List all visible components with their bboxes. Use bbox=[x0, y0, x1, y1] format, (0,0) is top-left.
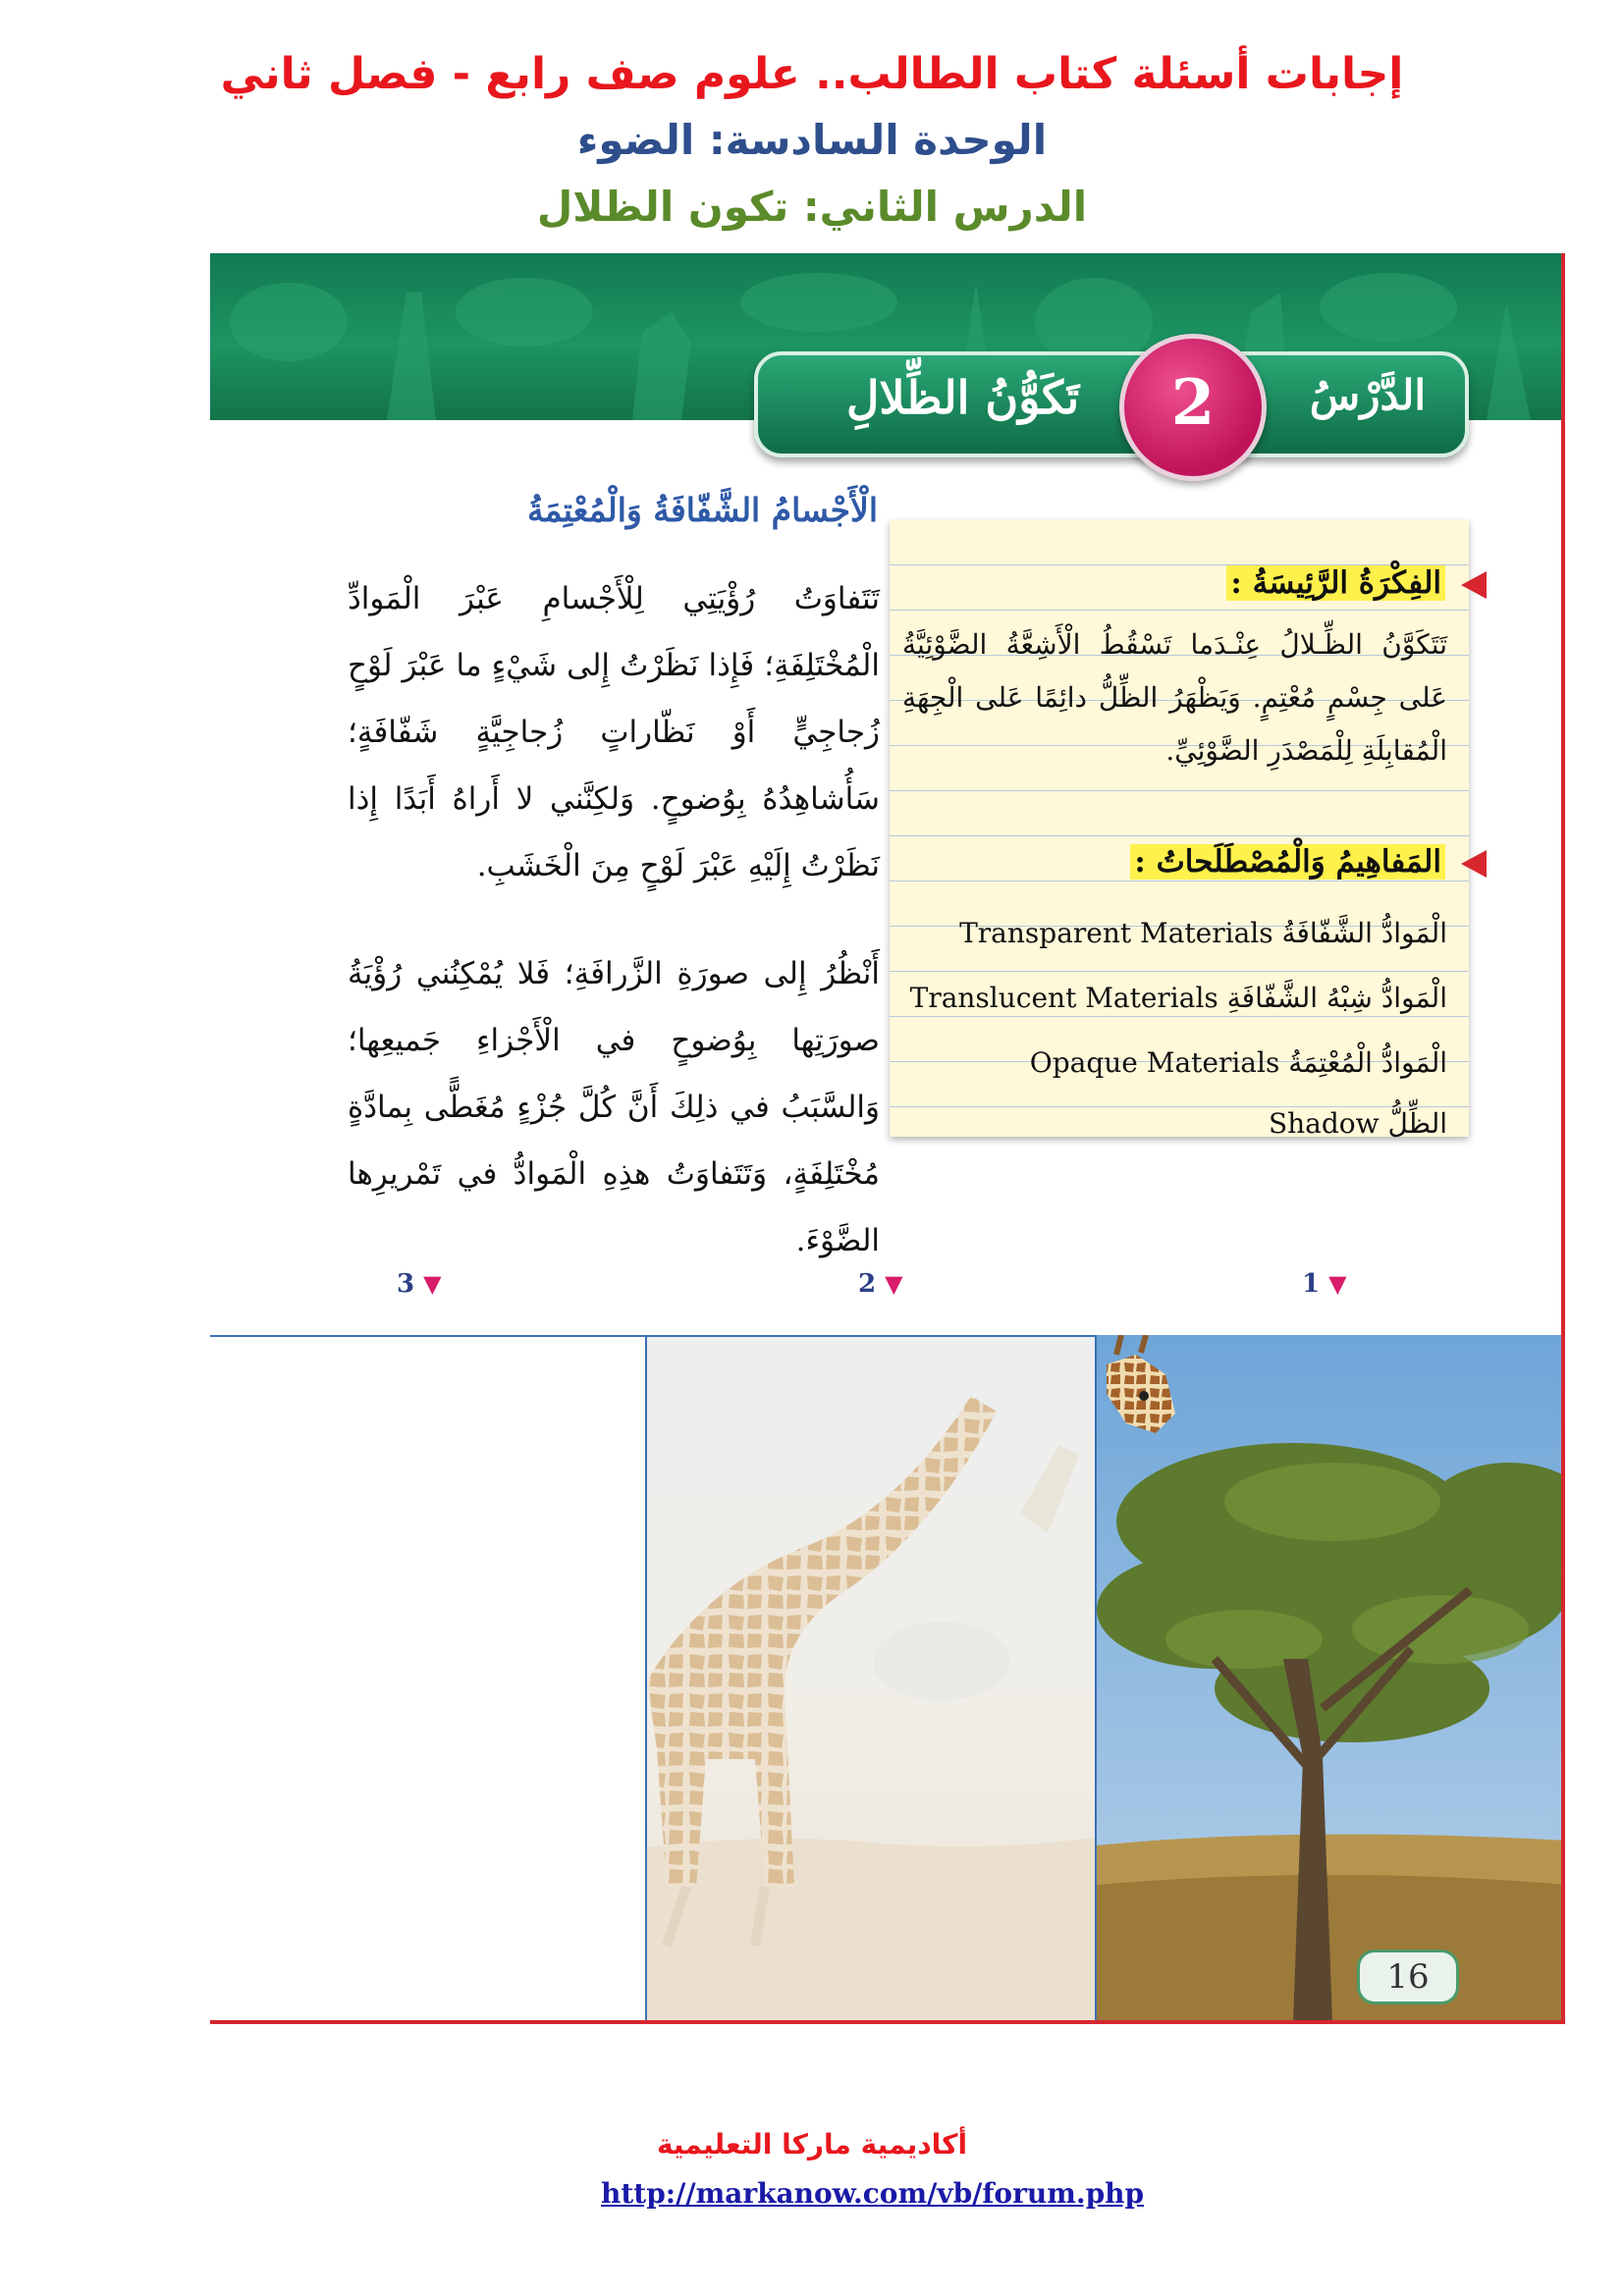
photo-panel-opaque bbox=[210, 1335, 645, 2020]
section-paragraph: تَتَفاوَتُ رُؤْيَتِي لِلْأَجْسامِ عَبْرَ الْمَوادِّ الْمُخْتَلِفَةِ؛ فَإِذا نَظَرْتُ إِلى شَيْءٍ ما عَبْرَ لَوْحٍ زُجاجِيٍّ أَوْ نَظّاراتٍ زُجاجِيَّةٍ شَفّافَةٍ؛ سَأُشاهِدُهُ بِوُضوحٍ. وَلكِنَّني لا أَراهُ أَبَدًا إِذا نَظَرْتُ إِلَيْهِ عَبْرَ لَوْحٍ مِنَ الْخَشَبِ. bbox=[348, 581, 880, 883]
document-title: إجابات أسئلة كتاب الطالب.. علوم صف رابع - فصل ثاني bbox=[220, 49, 1404, 99]
forum-link[interactable]: http://markanow.com/vb/forum.php bbox=[601, 2177, 1145, 2210]
photo-marker-1: 1 ▼ bbox=[1302, 1269, 1347, 1299]
photo-panel-translucent bbox=[645, 1335, 1097, 2020]
lesson-number: 2 bbox=[1170, 366, 1216, 440]
hazy-giraffe-image bbox=[647, 1337, 1097, 2020]
vocab-term: الظِّلُّ Shadow bbox=[1268, 1107, 1447, 1140]
photo-marker-3: 3 ▼ bbox=[397, 1269, 442, 1299]
page-banner bbox=[210, 253, 1561, 424]
section-heading: الْأَجْسامُ الشَّفّافَةُ وَالْمُعْتِمَةُ bbox=[526, 491, 878, 529]
vocab-term: الْمَوادُّ الشَّفّافَةُ Transparent Materials bbox=[959, 917, 1447, 949]
lesson-label: الدَّرْسُ bbox=[1309, 371, 1426, 419]
academy-name: أكاديمية ماركا التعليمية bbox=[656, 2128, 968, 2161]
page-border-right bbox=[1561, 253, 1565, 2024]
lesson-title-tab bbox=[754, 351, 1469, 457]
lesson-heading: تَكَوُّنُ الظِّلالِ bbox=[846, 371, 1080, 424]
triangle-down-icon: ▼ bbox=[885, 1269, 903, 1298]
main-idea-text: تَتَكَوَّنُ الظِّـلالُ عِنْـدَما تَسْقُطُ الْأَشِعَّةُ الضَّوْئِيَّةُ عَلى جِسْمٍ مُعْتِمٍ. وَيَظْهَرُ الظِّلُّ دائِمًا عَلى الْجِهَةِ الْمُقابِلَةِ لِلْمَصْدَرِ الضَّوْئِيِّ. bbox=[902, 628, 1447, 767]
lesson-summary-box bbox=[890, 520, 1469, 1140]
page-number: 16 bbox=[1357, 1949, 1459, 2004]
vocabulary-arrow-icon bbox=[1461, 850, 1487, 878]
lesson-title: الدرس الثاني: تكون الظلال bbox=[536, 183, 1088, 231]
page-border-bottom bbox=[210, 2020, 1565, 2024]
photo-panel-transparent bbox=[1095, 1335, 1565, 2020]
triangle-down-icon: ▼ bbox=[1328, 1269, 1347, 1298]
clear-giraffe-image bbox=[1097, 1335, 1565, 2020]
vocabulary-heading: المَفاهِيمُ وَالْمُصْطَلَحاتُ : bbox=[1130, 844, 1445, 880]
lesson-number-badge bbox=[1119, 334, 1267, 481]
giraffe-photo bbox=[210, 1335, 1565, 2020]
vocab-term: الْمَوادُّ الْمُعْتِمَةُ Opaque Materials bbox=[1029, 1046, 1447, 1079]
vocab-term: الْمَوادُّ شِبْهُ الشَّفّافَةِ Translucent Materials bbox=[909, 982, 1447, 1014]
main-idea-heading: الفِكْرَةُ الرَّئِيسَةُ : bbox=[1226, 565, 1445, 601]
section-paragraph: أَنْظُرُ إِلى صورَةِ الزَّرافَةِ؛ فَلا يُمْكِنُني رُؤْيَةُ صورَتِها بِوُضوحٍ في الْأَجْزاءِ جَميعِها؛ وَالسَّبَبُ في ذلِكَ أَنَّ كُلَّ جُزْءٍ مُغَطًّى بِمادَّةٍ مُخْتَلِفَةٍ، وَتَتَفاوَتُ هذِهِ الْمَوادُّ في تَمْريرِها الضَّوْءَ. bbox=[348, 956, 880, 1258]
unit-title: الوحدة السادسة: الضوء bbox=[576, 116, 1048, 164]
textbook-page bbox=[210, 253, 1565, 2020]
triangle-down-icon: ▼ bbox=[423, 1269, 442, 1298]
main-idea-arrow-icon bbox=[1461, 571, 1487, 599]
photo-marker-2: 2 ▼ bbox=[858, 1269, 903, 1299]
